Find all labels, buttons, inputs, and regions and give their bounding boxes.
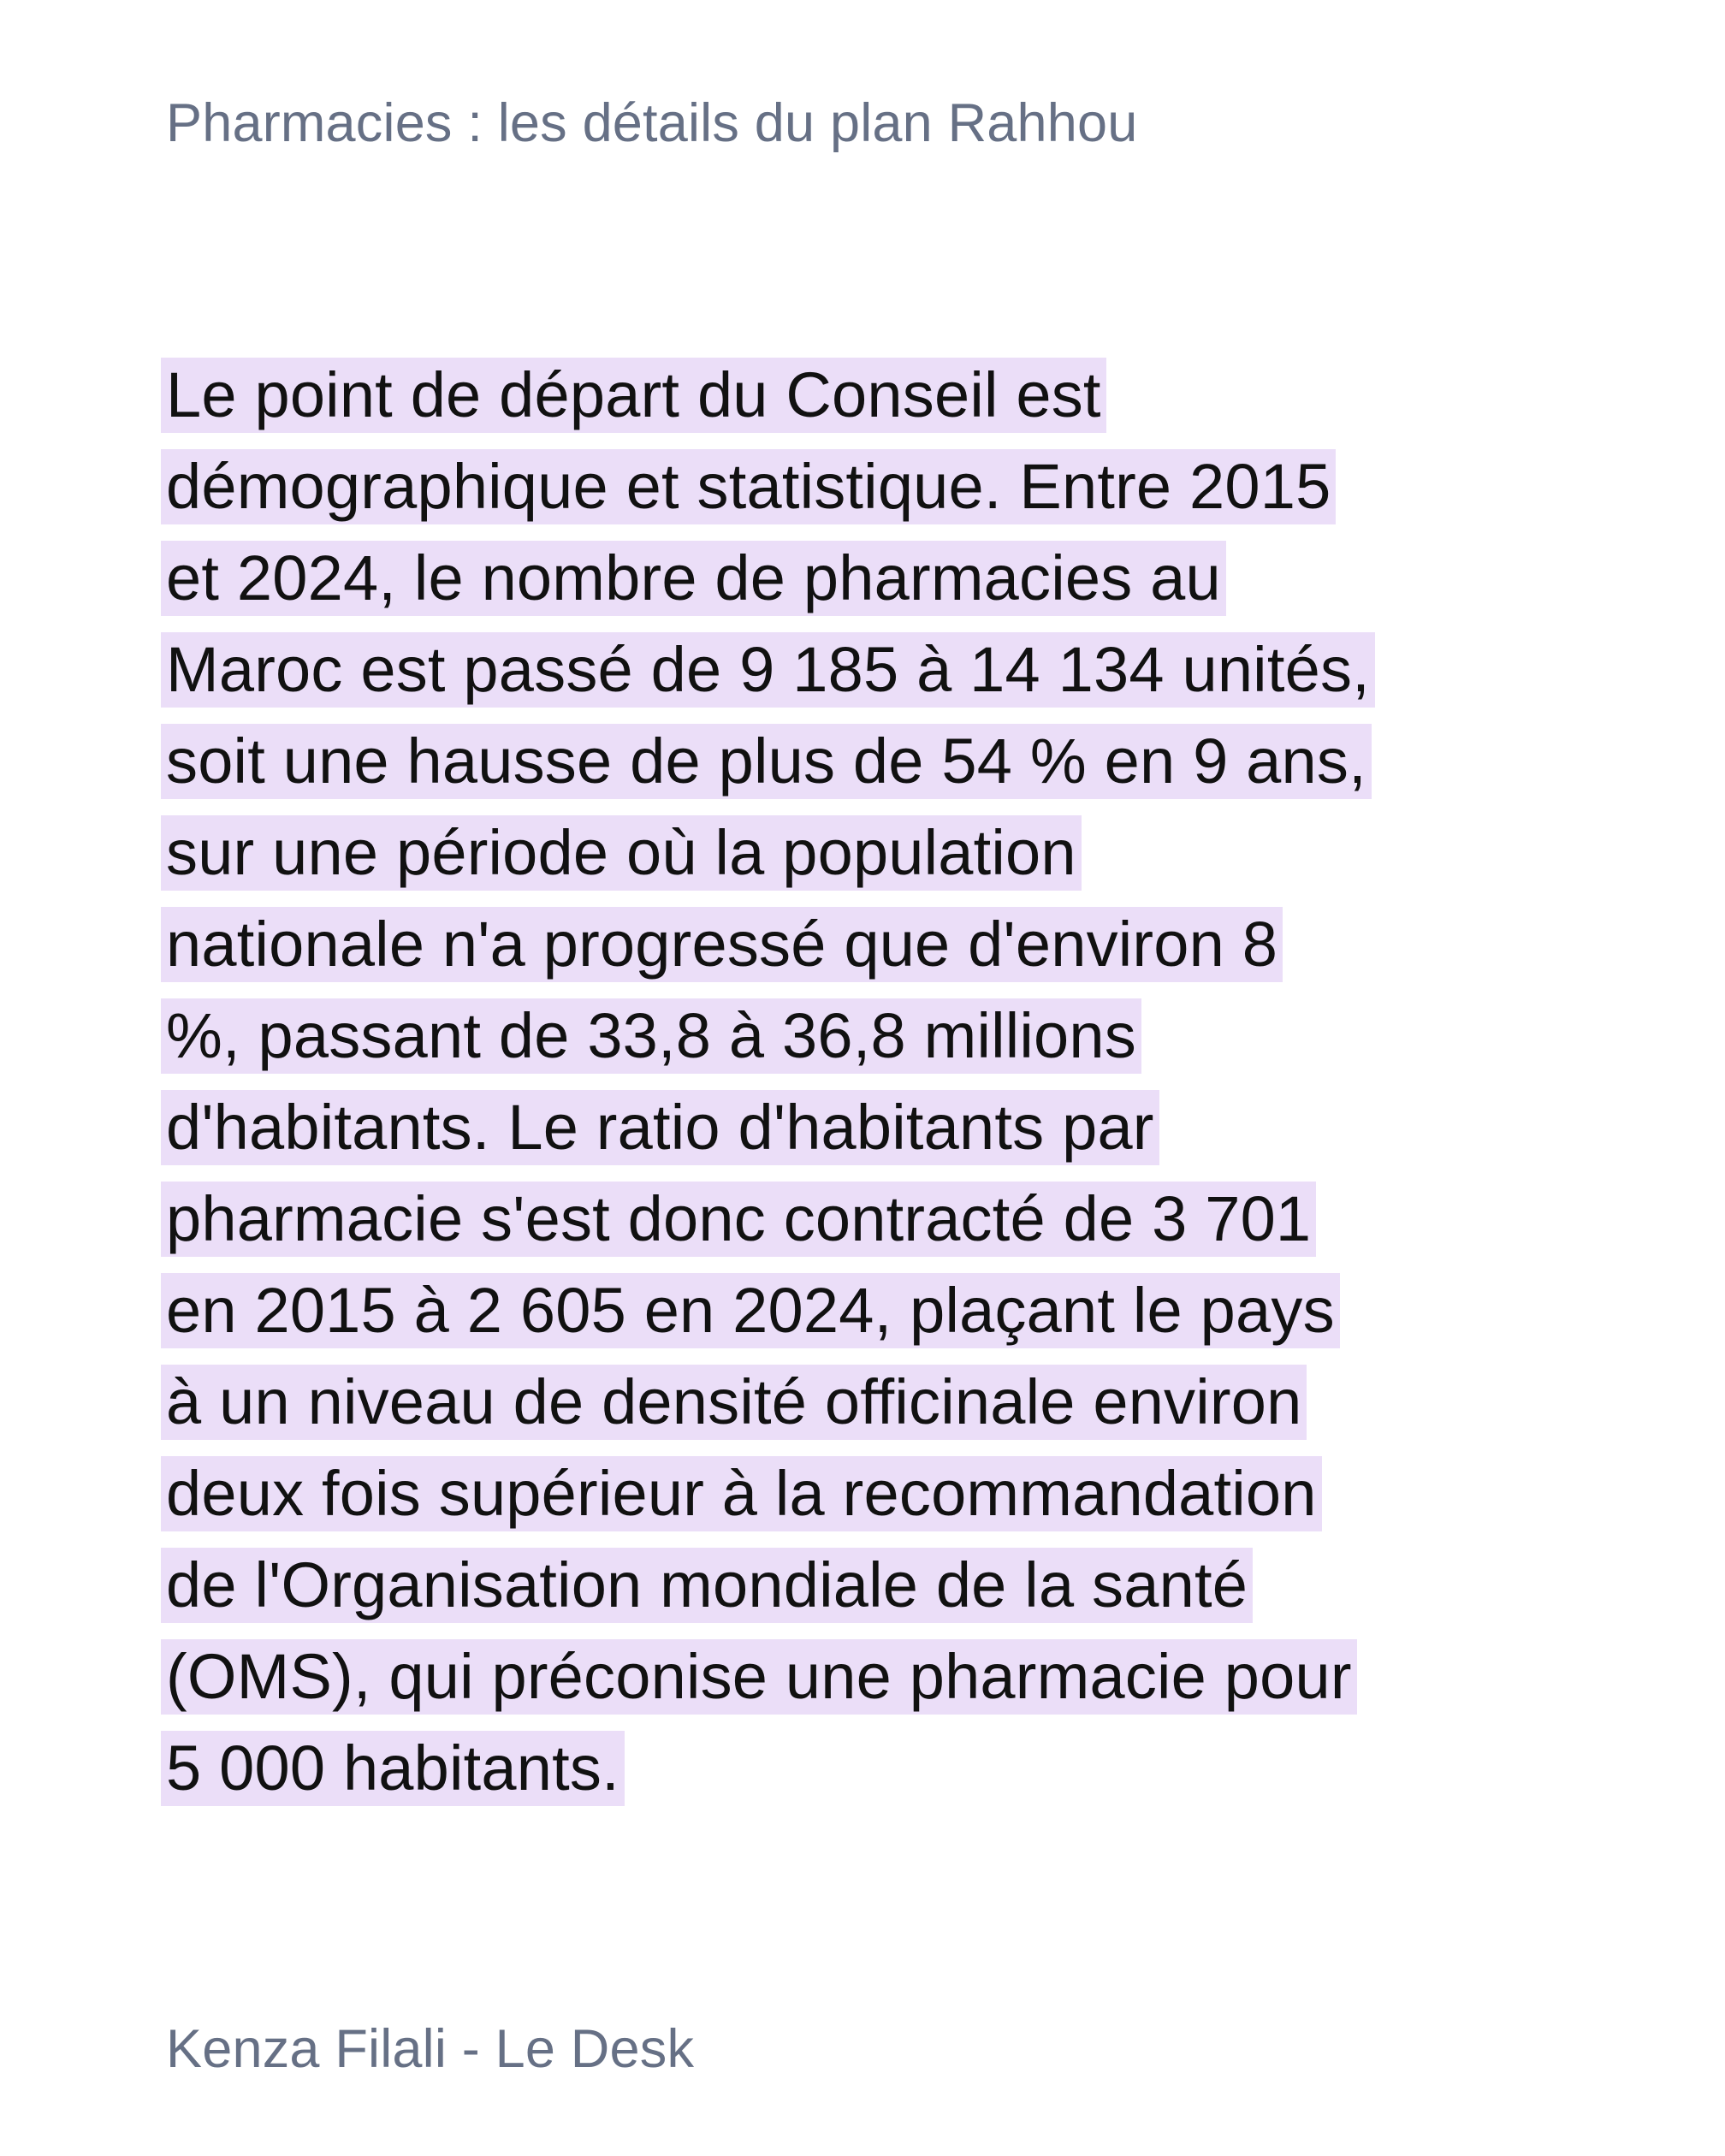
source-attribution: Kenza Filali - Le Desk bbox=[166, 2019, 695, 2079]
quote-line-text: soit une hausse de plus de 54 % en 9 ans, bbox=[161, 724, 1372, 799]
quote-line-text: sur une période où la population bbox=[161, 815, 1082, 891]
quote-line bbox=[166, 998, 1501, 1090]
quote-line-text: deux fois supérieur à la recommandation bbox=[161, 1456, 1322, 1531]
article-title: Pharmacies : les détails du plan Rahhou bbox=[166, 93, 1138, 153]
quote-line bbox=[166, 1182, 1501, 1273]
quote-line-text: et 2024, le nombre de pharmacies au bbox=[161, 541, 1226, 616]
quote-line bbox=[166, 1090, 1501, 1182]
highlighted-quote bbox=[166, 358, 1501, 1822]
quote-line bbox=[166, 724, 1501, 815]
quote-line bbox=[166, 1548, 1501, 1639]
quote-line-text: Le point de départ du Conseil est bbox=[161, 358, 1106, 433]
quote-line bbox=[166, 815, 1501, 907]
quote-line-text: 5 000 habitants. bbox=[161, 1731, 625, 1806]
quote-line-text: nationale n'a progressé que d'environ 8 bbox=[161, 907, 1283, 982]
quote-line-text: en 2015 à 2 605 en 2024, plaçant le pays bbox=[161, 1273, 1340, 1348]
quote-line bbox=[166, 541, 1501, 632]
quote-line bbox=[166, 632, 1501, 724]
quote-line bbox=[166, 1639, 1501, 1731]
quote-line-text: Maroc est passé de 9 185 à 14 134 unités, bbox=[161, 632, 1375, 708]
quote-line bbox=[166, 1273, 1501, 1365]
quote-line bbox=[166, 1456, 1501, 1548]
quote-line bbox=[166, 358, 1501, 449]
quote-line bbox=[166, 1731, 1501, 1822]
quote-line-text: démographique et statistique. Entre 2015 bbox=[161, 449, 1336, 524]
quote-line bbox=[166, 907, 1501, 998]
quote-line-text: %, passant de 33,8 à 36,8 millions bbox=[161, 998, 1141, 1074]
quote-line-text: pharmacie s'est donc contracté de 3 701 bbox=[161, 1182, 1316, 1257]
quote-line-text: de l'Organisation mondiale de la santé bbox=[161, 1548, 1253, 1623]
quote-line-text: à un niveau de densité officinale environ bbox=[161, 1365, 1307, 1440]
quote-line-text: d'habitants. Le ratio d'habitants par bbox=[161, 1090, 1159, 1165]
quote-line bbox=[166, 449, 1501, 541]
quote-line-text: (OMS), qui préconise une pharmacie pour bbox=[161, 1639, 1357, 1715]
quote-line bbox=[166, 1365, 1501, 1456]
